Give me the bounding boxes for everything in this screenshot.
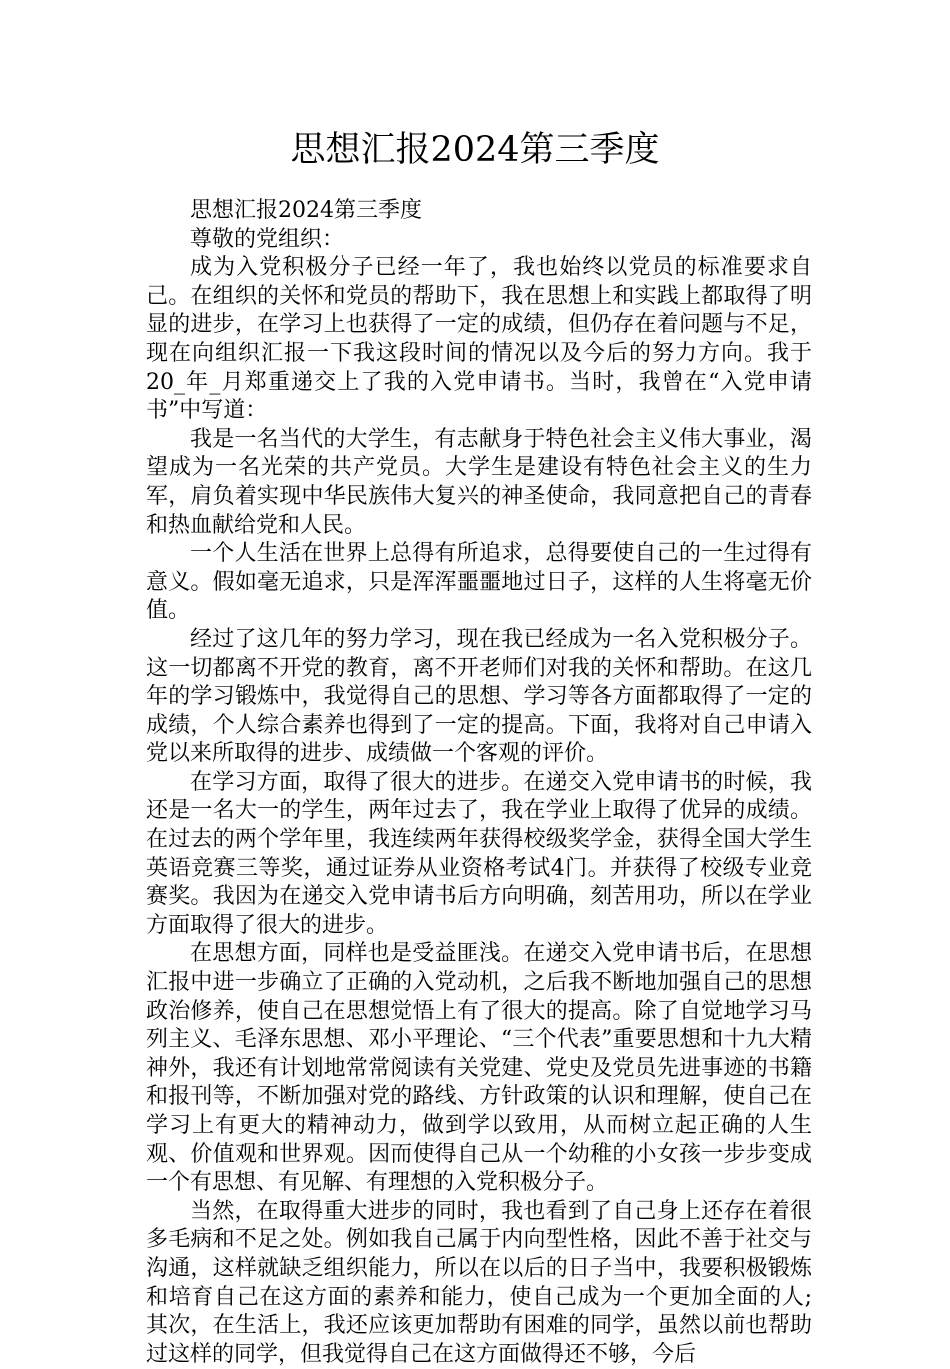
paragraph-study: 在学习方面，取得了很大的进步。在递交入党申请书的时候，我还是一名大一的学生，两年过去了，我在学业上取得了优异的成绩。在过去的两个学年里，我连续两年获得校级奖学金，获得全国大学生英语竞赛三等奖，通过证券从业资格考试4门。并获得了校级专业竞赛奖。我因为在递交入党申请书后方向明确，刻苦用功，所以在学业方面取得了很大的进步。 <box>146 769 812 938</box>
paragraph-pursuit: 一个人生活在世界上总得有所追求，总得要使自己的一生过得有意义。假如毫无追求，只是浑浑噩噩地过日子，这样的人生将毫无价值。 <box>146 541 812 624</box>
document-title: 思想汇报2024第三季度 <box>290 130 660 170</box>
paragraph-intro: 成为入党积极分子已经一年了，我也始终以党员的标准要求自己。在组织的关怀和党员的帮助下，我在思想上和实践上都取得了明显的进步，在学习上也获得了一定的成绩，但仍存在着问题与不足，现在向组织汇报一下我这段时间的情况以及今后的努力方向。我于20_年_月郑重递交上了我的入党申请书。当时，我曾在“入党申请书”中写道： <box>146 255 812 424</box>
document-body <box>146 197 812 1369</box>
paragraph-quote: 我是一名当代的大学生，有志献身于特色社会主义伟大事业，渴望成为一名光荣的共产党员。大学生是建设有特色社会主义的生力军，肩负着实现中华民族伟大复兴的神圣使命，我同意把自己的青春和热血献给党和人民。 <box>146 426 812 538</box>
body-heading-line: 思想汇报2024第三季度 <box>190 198 422 223</box>
salutation: 尊敬的党组织： <box>190 226 345 252</box>
paragraph-thought: 在思想方面，同样也是受益匪浅。在递交入党申请书后，在思想汇报中进一步确立了正确的入党动机，之后我不断地加强自己的思想政治修养，使自己在思想觉悟上有了很大的提高。除了自觉地学习马列主义、毛泽东思想、邓小平理论、“三个代表”重要思想和十九大精神外，我还有计划地常常阅读有关党建、党史及党员先进事迹的书籍和报刊等，不断加强对党的路线、方针政策的认识和理解，使自己在学习上有更大的精神动力，做到学以致用，从而树立起正确的人生观、价值观和世界观。因而使得自己从一个幼稚的小女孩一步步变成一个有思想、有见解、有理想的入党积极分子。 <box>146 941 812 1196</box>
paragraph-progress: 经过了这几年的努力学习，现在我已经成为一名入党积极分子。这一切都离不开党的教育，离不开老师们对我的关怀和帮助。在这几年的学习锻炼中，我觉得自己的思想、学习等各方面都取得了一定的成绩，个人综合素养也得到了一定的提高。下面，我将对自己申请入党以来所取得的进步、成绩做一个客观的评价。 <box>146 626 812 767</box>
paragraph-shortcomings: 当然，在取得重大进步的同时，我也看到了自己身上还存在着很多毛病和不足之处。例如我自己属于内向型性格，因此不善于社交与沟通，这样就缺乏组织能力，所以在以后的日子当中，我要积极锻炼和培育自己在这方面的素养和能力，使自己成为一个更加全面的人;其次，在生活上，我还应该更加帮助有困难的同学，虽然以前也帮助过这样的同学，但我觉得自己在这方面做得还不够，今后 <box>146 1198 812 1367</box>
